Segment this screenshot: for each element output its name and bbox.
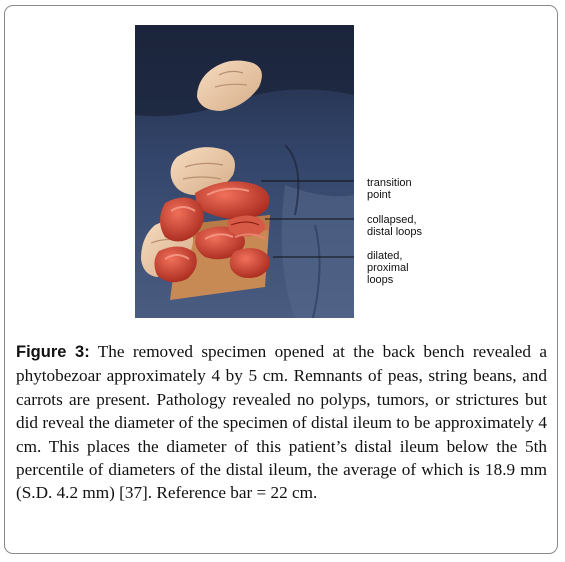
annotation-transition-point: transition point [367,177,412,201]
figure-caption-label: Figure 3: [16,343,90,361]
figure-caption [16,340,547,505]
figure-caption-text: The removed specimen opened at the back bench revealed a phytobezoar approximately 4 by 5 cm. Remnants of peas, string beans, and carrots are present. Pathology revealed no polyps, tumors, or strictures but did reveal the diameter of the specimen of distal ileum to be approximately 4 cm. This places the diameter of this patient’s distal ileum below the 5th percentile of diameters of the distal ileum, the average of which is 18.9 mm (S.D. 4.2 mm) [37]. Reference bar = 22 cm. [16,342,547,503]
surgical-specimen-photo [135,25,354,318]
annotation-dilated-proximal-loops: dilated, proximal loops [367,250,409,286]
annotation-collapsed-distal-loops: collapsed, distal loops [367,214,423,238]
